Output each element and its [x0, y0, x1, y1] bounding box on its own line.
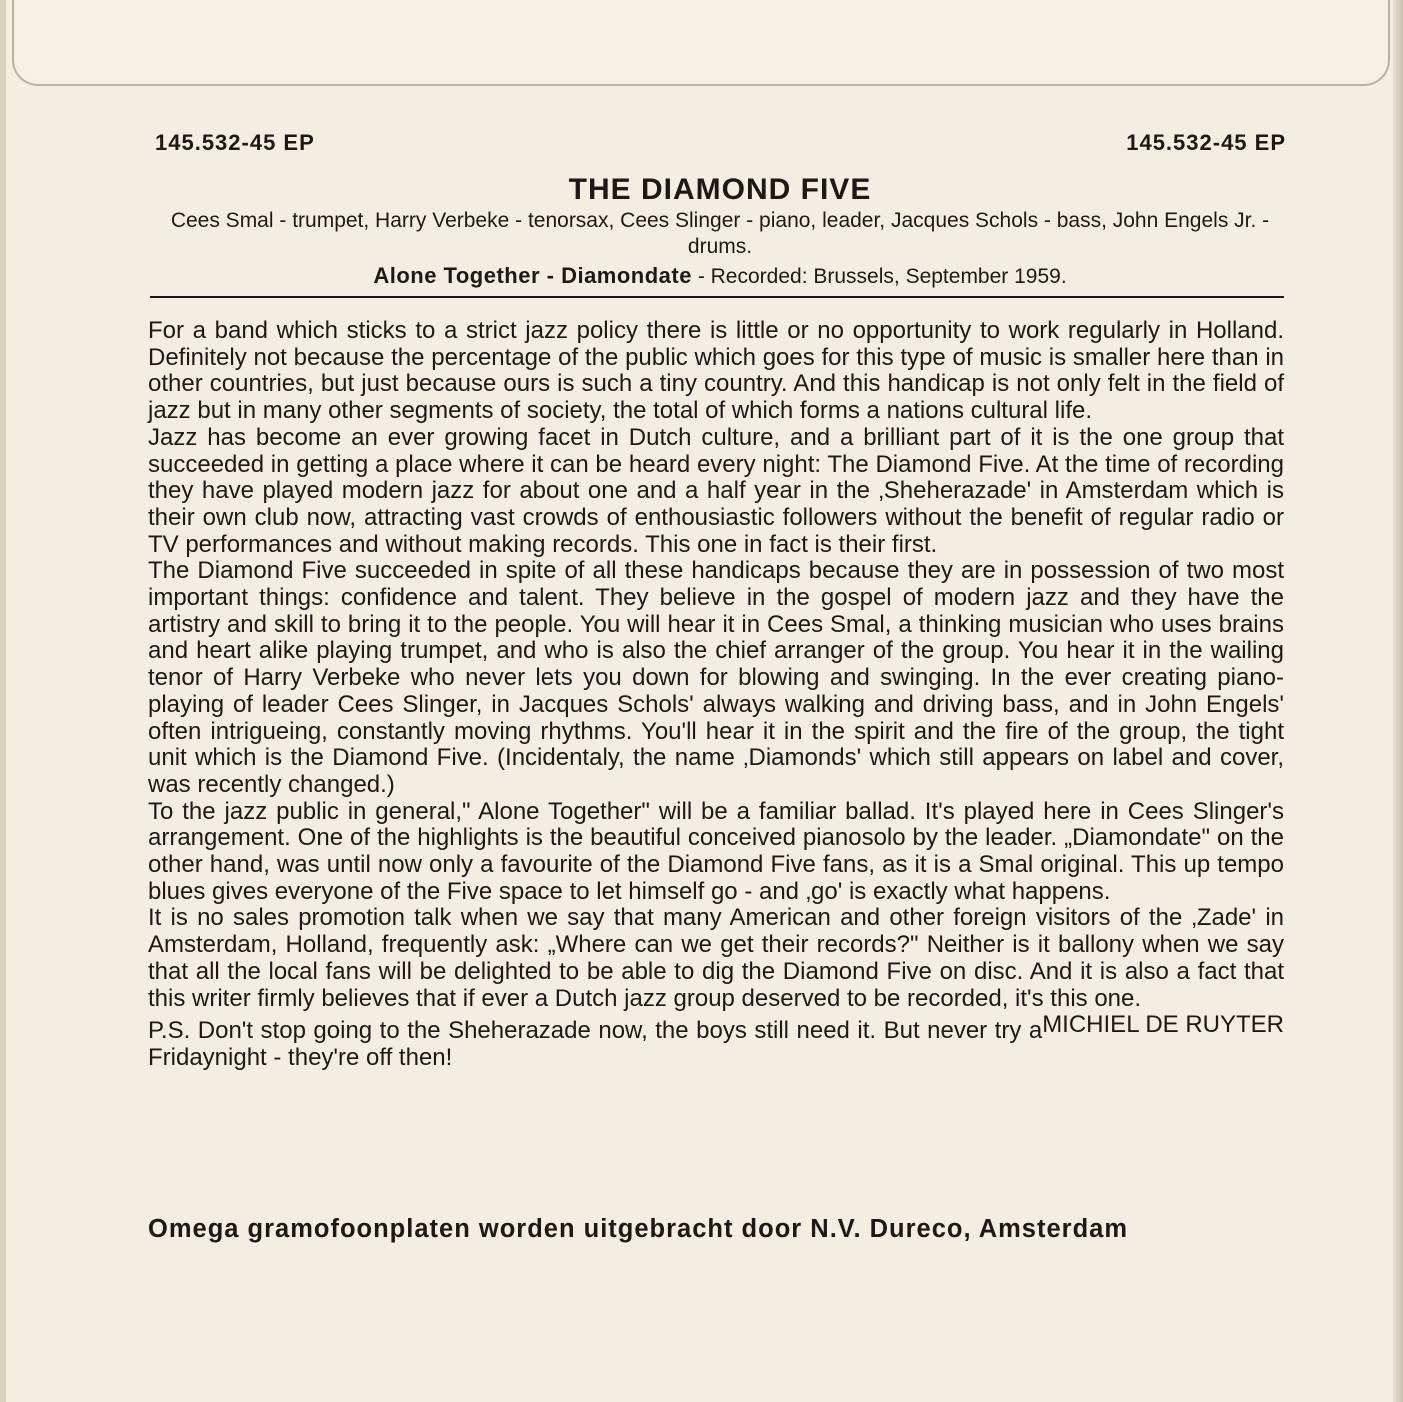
liner-paragraph-2: Jazz has become an ever growing facet in Dutch culture, and a brilliant part of it is the one group that succeeded in getting a place where it can be heard every night: The Diamond Five. At the time of recording they have played modern jazz for about one and a half year in the ‚Sheherazade' in Amsterdam which is their own club now, attracting vast crowds of enthousiastic followers without the benefit of regular radio or TV performances and without making records. This one in fact is their first. [148, 423, 1284, 558]
band-title: THE DIAMOND FIVE [568, 173, 872, 206]
liner-paragraph-5 [148, 904, 1284, 1039]
divider-rule [150, 296, 1284, 298]
recording-info: - Recorded: Brussels, September 1959. [691, 265, 1067, 288]
sleeve-flap [12, 0, 1390, 86]
sleeve-left-edge [0, 0, 6, 1402]
postscript: P.S. Don't stop going to the Sheherazade now, the boys still need it. But never try a Fridaynight - they're off then! [148, 1017, 1043, 1071]
personnel-credits: Cees Smal - trumpet, Harry Verbeke - tenorsax, Cees Slinger - piano, leader, Jacques Schols - bass, John Engels Jr. - drums. [170, 209, 1270, 258]
sleeve-right-edge [1393, 0, 1403, 1402]
liner-notes [148, 318, 1284, 1072]
liner-paragraph-3: The Diamond Five succeeded in spite of all these handicaps because they are in possession of two most important things: confidence and talent. They believe in the gospel of modern jazz and they have the artistry and skill to bring it to the people. You will hear it in Cees Smal, a thinking musician who uses brains and heart alike playing trumpet, and who is also the chief arranger of the group. You hear it in the wailing tenor of Harry Verbeke who never lets you down for blowing and swinging. In the ever creating piano-playing of leader Cees Slinger, in Jacques Schols' always walking and driving bass, and in John Engels' often intrigueing, constantly moving rhythms. You'll hear it in the spirit and the fire of the group, the tight unit which is the Diamond Five. (Incidentaly, the name ‚Diamonds' which still appears on label and cover, was recently changed.) [148, 557, 1284, 798]
liner-paragraph-5-text: It is no sales promotion talk when we say that many American and other foreign visitors of the ‚Zade' in Amsterdam, Holland, frequently ask: „Where can we get their records?" Neither is it ballony when we say that all the local fans will be delighted to be able to dig the Diamond Five on disc. And it is also a fact that this writer firmly believes that if ever a Dutch jazz group deserved to be recorded, it's this one. [148, 904, 1284, 1012]
catalog-number-left: 145.532-45 EP [155, 130, 315, 155]
publisher-footer: Omega gramofoonplaten worden uitgebracht door N.V. Dureco, Amsterdam [148, 1215, 1128, 1243]
track-info [150, 262, 1290, 291]
liner-paragraph-4: To the jazz public in general," Alone Together" will be a familiar ballad. It's played here in Cees Slinger's arrangement. One of the highlights is the beautiful conceived pianosolo by the leader. „Diamondate" on the other hand, was until now only a favourite of the Diamond Five fans, as it is a Smal original. This up tempo blues gives everyone of the Five space to let himself go - and ‚go' is exactly what happens. [148, 797, 1284, 905]
liner-paragraph-1: For a band which sticks to a strict jazz policy there is little or no opportunity to work regularly in Holland. Definitely not because the percentage of the public which goes for this type of music is smaller here than in other countries, but just because ours is such a tiny country. And this handicap is not only felt in the field of jazz but in many other segments of society, the total of which forms a nations cultural life. [148, 317, 1284, 425]
track-titles: Alone Together - Diamondate [373, 263, 692, 288]
author-signature: MICHIEL DE RUYTER [1042, 1011, 1284, 1039]
catalog-number-right: 145.532-45 EP [1126, 130, 1286, 155]
